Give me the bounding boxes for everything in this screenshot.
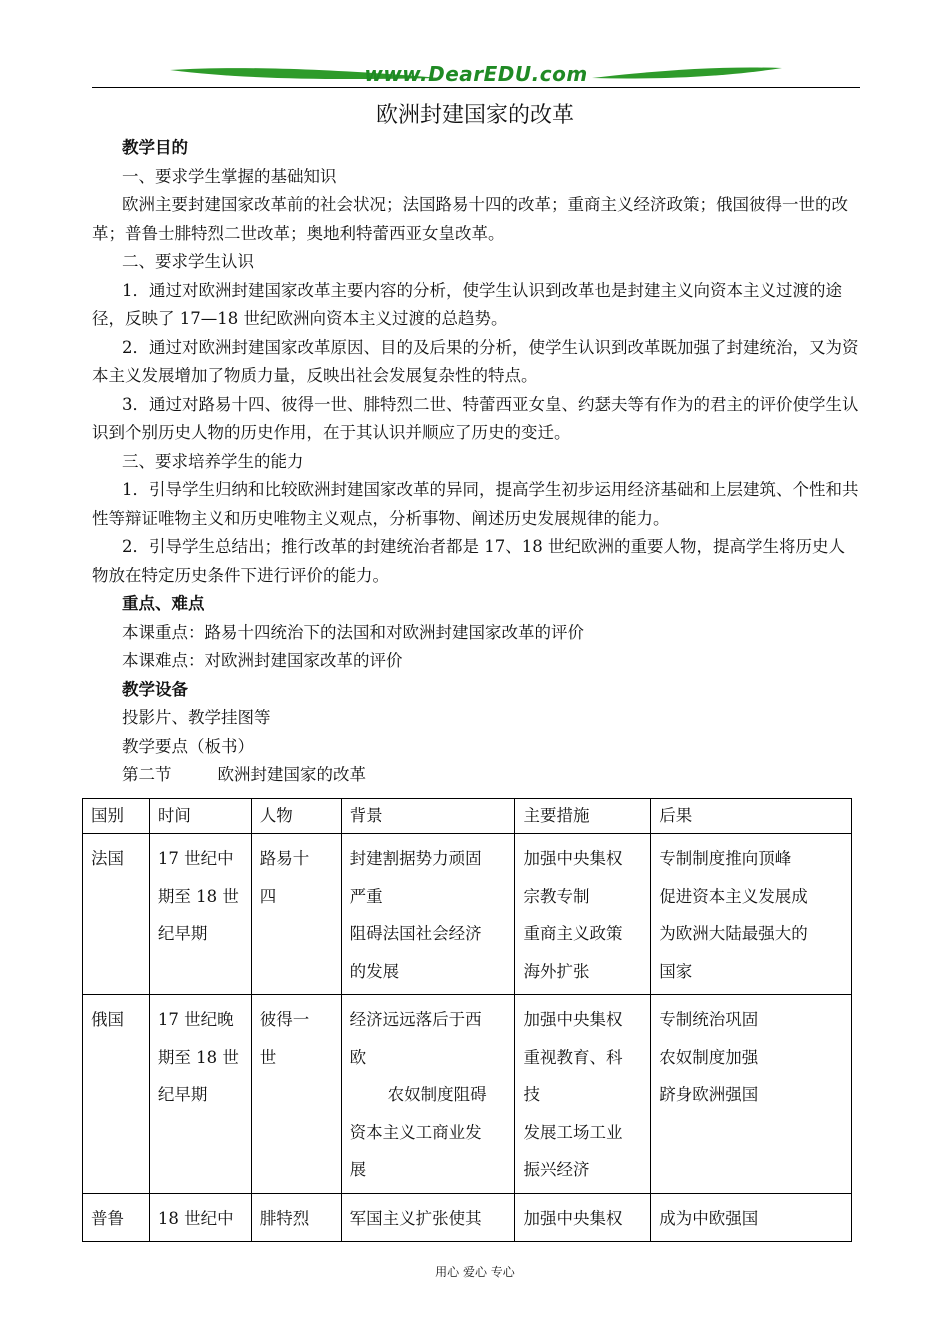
goal2-heading: 二、要求学生认识 [122,252,254,271]
goal3-heading: 三、要求培养学生的能力 [122,451,304,471]
page-header [92,60,860,90]
cell-measures: 加强中央集权 [515,1193,651,1242]
cell-background: 军国主义扩张使其 [341,1193,515,1242]
goal2-item-3: 3．通过对路易十四、彼得一世、腓特烈二世、特蕾西亚女皇、约瑟夫等有作为的君主的评价使学生认识到个别历史人物的历史作用，在于其认识并顺应了历史的变迁。 [92,394,859,442]
table-row [83,1193,852,1242]
header-country: 国别 [83,799,150,834]
cell-measures: 加强中央集权 重视教育、科 技 发展工场工业 振兴经济 [515,995,651,1194]
goal2-item-2: 2．通过对欧洲封建国家改革原因、目的及后果的分析，使学生认识到改革既加强了封建统治，又为资本主义发展增加了物质力量，反映出社会发展复杂性的特点。 [92,337,859,385]
cell-country: 俄国 [83,995,150,1194]
difficult-point: 本课难点：对欧洲封建国家改革的评价 [122,651,403,670]
key-point: 本课重点：路易十四统治下的法国和对欧洲封建国家改革的评价 [122,622,584,642]
goal2-item-1: 1．通过对欧洲封建国家改革主要内容的分析，使学生认识到改革也是封建主义向资本主义过渡的途径，反映了 17—18 世纪欧洲向资本主义过渡的总趋势。 [92,280,842,328]
header-background: 背景 [341,799,515,834]
goals-heading: 教学目的 [122,138,188,157]
equipment-text: 投影片、教学挂图等 [122,708,271,727]
cell-person: 彼得一 世 [251,995,341,1194]
goal1-text: 欧洲主要封建国家改革前的社会状况；法国路易十四的改革；重商主义经济政策；俄国彼得一世的改革；普鲁士腓特烈二世改革；奥地利特蕾西亚女皇改革。 [92,195,848,243]
cell-results: 专制统治巩固 农奴制度加强 跻身欧洲强国 [651,995,852,1194]
goal3-item-2: 2．引导学生总结出；推行改革的封建统治者都是 17、18 世纪欧洲的重要人物，提高学生将历史人物放在特定历史条件下进行评价的能力。 [92,537,845,585]
goal3-item-1: 1．引导学生归纳和比较欧洲封建国家改革的异同，提高学生初步运用经济基础和上层建筑、个性和共性等辩证唯物主义和历史唯物主义观点，分析事物、阐述历史发展规律的能力。 [92,480,859,528]
cell-person: 路易十 四 [251,834,341,995]
cell-time: 17 世纪晚 期至 18 世 纪早期 [149,995,251,1194]
lesson-content [92,134,860,790]
cell-results: 专制制度推向顶峰 促进资本主义发展成 为欧洲大陆最强大的 国家 [651,834,852,995]
cell-time: 17 世纪中 期至 18 世 纪早期 [149,834,251,995]
right-swoosh-icon [592,64,782,86]
cell-time: 18 世纪中 [149,1193,251,1242]
section-number: 第二节 [122,765,172,784]
goal1-heading: 一、要求学生掌握的基础知识 [122,166,337,186]
site-logo[interactable]: www.DearEDU.com [364,62,588,86]
header-measures: 主要措施 [515,799,651,834]
key-heading: 重点、难点 [122,594,205,613]
header-time: 时间 [149,799,251,834]
table-row [83,995,852,1194]
reform-table [82,798,852,1242]
cell-results: 成为中欧强国 [651,1193,852,1242]
header-rule [92,87,860,88]
cell-background: 经济远远落后于西 欧 农奴制度阻碍 资本主义工商业发 展 [341,995,515,1194]
section-title: 欧洲封建国家的改革 [217,765,366,784]
header-person: 人物 [251,799,341,834]
header-results: 后果 [651,799,852,834]
page-title: 欧洲封建国家的改革 [375,103,574,128]
cell-person: 腓特烈 [251,1193,341,1242]
outline-section [92,761,860,790]
equipment-heading: 教学设备 [122,679,188,699]
table-row [83,834,852,995]
cell-country: 法国 [83,834,150,995]
cell-country: 普鲁 [83,1193,150,1242]
cell-background: 封建割据势力顽固 严重 阻碍法国社会经济 的发展 [341,834,515,995]
outline-heading: 教学要点（板书） [122,736,254,756]
cell-measures: 加强中央集权 宗教专制 重商主义政策 海外扩张 [515,834,651,995]
page-footer: 用心 爱心 专心 [435,1265,515,1279]
table-header-row [83,799,852,834]
